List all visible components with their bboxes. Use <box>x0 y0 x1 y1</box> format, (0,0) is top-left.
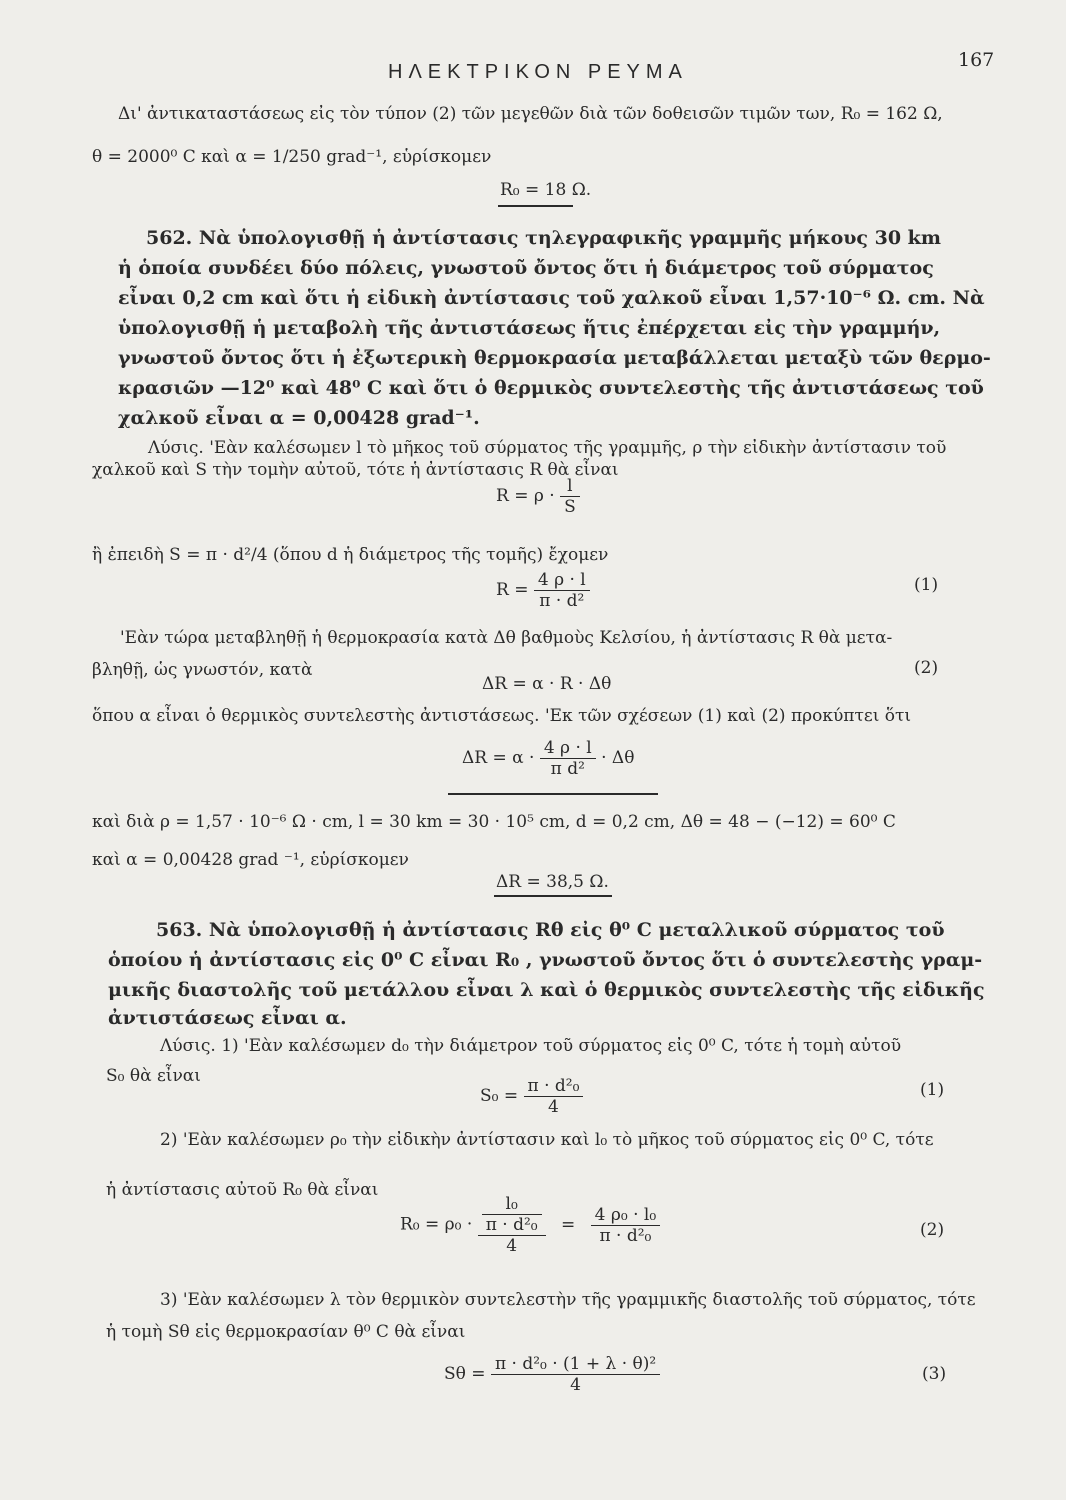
problem-563-line-4: ἀντιστάσεως εἶναι α. <box>108 1007 347 1029</box>
fraction-numerator: π · d²₀ <box>524 1076 584 1097</box>
equation-2-tag: (2) <box>914 658 939 678</box>
solution-562-line-7: καὶ διὰ ρ = 1,57 · 10⁻⁶ Ω · cm, l = 30 km = 30 · 10⁵ cm, d = 0,2 cm, Δθ = 48 − (−12) = 60⁰ C <box>92 812 896 832</box>
equation-lhs: Sθ = <box>444 1364 486 1384</box>
fraction-denominator: 4 <box>506 1236 518 1256</box>
running-header: ΗΛΕΚΤΡΙΚΟΝ ΡΕΥΜΑ <box>388 61 688 83</box>
equation-rhs: · Δθ <box>601 748 635 768</box>
intro-line-1: Δι' ἀντικαταστάσεως εἰς τὸν τύπον (2) τῶν μεγεθῶν διὰ τῶν δοθεισῶν τιμῶν των, R₀ = 162 Ω, <box>118 104 943 124</box>
fraction-numerator <box>478 1194 546 1236</box>
equation-563-2-tag: (2) <box>920 1220 945 1240</box>
problem-562-line-2: ἡ ὁποία συνδέει δύο πόλεις, γνωστοῦ ὄντος ὅτι ἡ διάμετρος τοῦ σύρματος <box>118 257 934 279</box>
solution-563-line-3: 2) 'Εὰν καλέσωμεν ρ₀ τὴν εἰδικὴν ἀντίστασιν καὶ l₀ τὸ μῆκος τοῦ σύρματος εἰς 0⁰ C, τότε <box>160 1130 934 1150</box>
fraction-numerator: π · d²₀ · (1 + λ · θ)² <box>491 1354 660 1375</box>
equation-563-2 <box>400 1194 660 1256</box>
solution-563-line-4: ἡ ἀντίστασις αὐτοῦ R₀ θὰ εἶναι <box>106 1180 379 1200</box>
result-underline <box>498 205 573 207</box>
problem-562-line-6: κρασιῶν —12⁰ καὶ 48⁰ C καὶ ὅτι ὁ θερμικὸς συντελεστὴς τῆς ἀντιστάσεως τοῦ <box>118 377 984 399</box>
equation-lhs: R = <box>496 580 529 600</box>
solution-563-line-6: ἡ τομὴ Sθ εἰς θερμοκρασίαν θ⁰ C θὰ εἶναι <box>106 1322 466 1342</box>
fraction-denominator: S <box>564 497 576 517</box>
solution-562-line-4: 'Εὰν τώρα μεταβληθῇ ἡ θερμοκρασία κατὰ Δθ βαθμοὺς Κελσίου, ἡ ἀντίστασις R θὰ μετα- <box>120 628 893 648</box>
problem-563-line-3: μικῆς διαστολῆς τοῦ μετάλλου εἶναι λ καὶ ὁ θερμικὸς συντελεστὴς τῆς εἰδικῆς <box>108 979 985 1001</box>
solution-562-line-8: καὶ α = 0,00428 grad ⁻¹, εὑρίσκομεν <box>92 850 409 870</box>
result-underline <box>494 895 612 897</box>
solution-562-line-6: ὅπου α εἶναι ὁ θερμικὸς συντελεστὴς ἀντιστάσεως. 'Εκ τῶν σχέσεων (1) καὶ (2) προκύπτει ὅτι <box>92 706 912 726</box>
equation-R-rho <box>496 476 580 517</box>
equation-lhs: ΔR = α · <box>462 748 535 768</box>
fraction-denominator: 4 <box>548 1097 559 1117</box>
equation-2: ΔR = α · R · Δθ <box>482 674 612 694</box>
problem-562-line-3: εἶναι 0,2 cm καὶ ὅτι ἡ εἰδικὴ ἀντίστασις τοῦ χαλκοῦ εἶναι 1,57·10⁻⁶ Ω. cm. Νὰ <box>118 287 985 309</box>
solution-563-line-5: 3) 'Εὰν καλέσωμεν λ τὸν θερμικὸν συντελεστὴν τῆς γραμμικῆς διαστολῆς τοῦ σύρματος, τότε <box>160 1290 976 1310</box>
equation-underline <box>448 793 658 795</box>
equation-563-3 <box>444 1354 660 1395</box>
intro-line-2: θ = 2000⁰ C καὶ α = 1/250 grad⁻¹, εὑρίσκομεν <box>92 147 492 167</box>
inner-denominator: π · d²₀ <box>485 1215 538 1235</box>
equals-sign: = <box>561 1214 576 1235</box>
fraction-numerator: 4 ρ · l <box>534 570 590 591</box>
intro-result: R₀ = 18 Ω. <box>500 180 592 200</box>
fraction-numerator: 4 ρ · l <box>540 738 596 759</box>
equation-563-1-tag: (1) <box>920 1080 945 1100</box>
solution-562-line-5: βληθῇ, ὡς γνωστόν, κατὰ <box>92 660 313 680</box>
problem-562-line-7: χαλκοῦ εἶναι α = 0,00428 grad⁻¹. <box>118 407 480 429</box>
equation-563-3-tag: (3) <box>922 1364 947 1384</box>
fraction-denominator: 4 <box>570 1375 581 1395</box>
page-number: 167 <box>958 49 995 71</box>
fraction-denominator: π d² <box>550 759 585 779</box>
equation-3 <box>462 738 634 779</box>
equation-563-1 <box>480 1076 583 1117</box>
fraction-denominator: π · d²₀ <box>599 1225 652 1246</box>
problem-563-line-2: ὁποίου ἡ ἀντίστασις εἰς 0⁰ C εἶναι R₀ , γνωστοῦ ὄντος ὅτι ὁ συντελεστὴς γραμ- <box>108 949 983 971</box>
fraction-denominator: π · d² <box>539 591 585 611</box>
equation-1 <box>496 570 590 611</box>
problem-562-line-5: γνωστοῦ ὄντος ὅτι ἡ ἐξωτερικὴ θερμοκρασία μεταβάλλεται μεταξὺ τῶν θερμο- <box>118 347 991 369</box>
solution-562-line-1: Λύσις. 'Εὰν καλέσωμεν l τὸ μῆκος τοῦ σύρματος τῆς γραμμῆς, ρ τὴν εἰδικὴν ἀντίστασιν τοῦ <box>148 438 947 458</box>
problem-562-line-4: ὑπολογισθῇ ἡ μεταβολὴ τῆς ἀντιστάσεως ἥτις ἐπέρχεται εἰς τὴν γραμμήν, <box>118 317 941 339</box>
fraction-numerator: l <box>560 476 580 497</box>
equation-lhs: S₀ = <box>480 1086 519 1106</box>
equation-1-tag: (1) <box>914 575 939 595</box>
problem-563-line-1: 563. Νὰ ὑπολογισθῇ ἡ ἀντίστασις Rθ εἰς θ⁰ C μεταλλικοῦ σύρματος τοῦ <box>156 919 945 941</box>
problem-562-line-1: 562. Νὰ ὑπολογισθῇ ἡ ἀντίστασις τηλεγραφικῆς γραμμῆς μήκους 30 km <box>146 227 941 249</box>
solution-562-line-2: χαλκοῦ καὶ S τὴν τομὴν αὐτοῦ, τότε ἡ ἀντίστασις R θὰ εἶναι <box>92 460 619 480</box>
fraction-numerator: 4 ρ₀ · l₀ <box>591 1205 661 1226</box>
equation-lhs: R = ρ · <box>496 486 555 506</box>
solution-563-line-2: S₀ θὰ εἶναι <box>106 1066 201 1086</box>
solution-562-result: ΔR = 38,5 Ω. <box>496 872 609 892</box>
solution-562-line-3: ἢ ἐπειδὴ S = π · d²/4 (ὅπου d ἡ διάμετρος τῆς τομῆς) ἔχομεν <box>92 545 609 565</box>
solution-563-line-1: Λύσις. 1) 'Εὰν καλέσωμεν d₀ τὴν διάμετρον τοῦ σύρματος εἰς 0⁰ C, τότε ἡ τομὴ αὐτοῦ <box>160 1036 902 1056</box>
inner-numerator: l₀ <box>482 1194 542 1215</box>
equation-lhs: R₀ = ρ₀ · <box>400 1214 473 1235</box>
